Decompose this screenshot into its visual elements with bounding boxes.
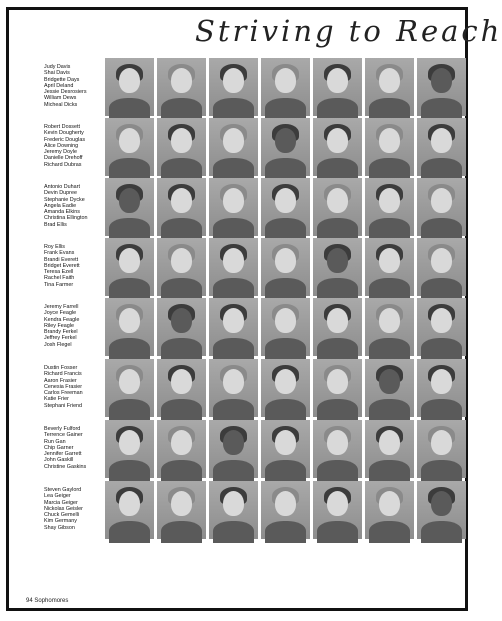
student-portrait bbox=[365, 238, 414, 296]
student-name: Judy Davis bbox=[44, 64, 71, 70]
student-name: April Deland bbox=[44, 82, 74, 89]
student-portrait bbox=[261, 481, 310, 539]
student-portrait bbox=[365, 481, 414, 539]
student-portrait bbox=[261, 238, 310, 296]
student-name: Jeremy Doyle bbox=[44, 149, 77, 156]
portrait-row bbox=[105, 118, 465, 176]
student-name: Richard Francis bbox=[44, 371, 82, 378]
student-portrait bbox=[105, 420, 154, 478]
student-name: Bridget Everett bbox=[44, 262, 80, 269]
student-portrait bbox=[261, 118, 310, 176]
student-portrait bbox=[365, 178, 414, 236]
name-list bbox=[44, 184, 104, 228]
student-name: Richard Dubras bbox=[44, 161, 82, 168]
student-portrait bbox=[209, 420, 258, 478]
student-name: Beverly Fulford bbox=[44, 426, 81, 432]
student-portrait bbox=[365, 420, 414, 478]
student-portrait bbox=[417, 178, 466, 236]
student-name: Brandy Ferkel bbox=[44, 329, 78, 336]
student-portrait bbox=[261, 298, 310, 356]
portrait-row bbox=[105, 481, 465, 539]
student-portrait bbox=[417, 420, 466, 478]
portrait-row bbox=[105, 58, 465, 116]
student-portrait bbox=[157, 298, 206, 356]
student-portrait bbox=[261, 58, 310, 116]
student-portrait bbox=[209, 118, 258, 176]
name-list bbox=[44, 487, 104, 531]
student-portrait bbox=[313, 359, 362, 417]
student-name: Josh Flegel bbox=[44, 341, 72, 348]
student-name: Katie Frier bbox=[44, 396, 69, 403]
student-name: Frank Evans bbox=[44, 250, 75, 257]
student-portrait bbox=[105, 238, 154, 296]
student-name: Danielle Drehoff bbox=[44, 155, 83, 162]
student-name: Alice Downing bbox=[44, 142, 79, 149]
student-name: Robert Dossett bbox=[44, 124, 80, 130]
student-name: Amanda Elkins bbox=[44, 209, 80, 216]
student-portrait bbox=[313, 298, 362, 356]
student-name: Jessie Desrosiers bbox=[44, 89, 87, 96]
student-name: Rachel Faith bbox=[44, 275, 75, 282]
portrait-row bbox=[105, 178, 465, 236]
student-portrait bbox=[313, 481, 362, 539]
student-portrait bbox=[261, 178, 310, 236]
student-portrait bbox=[261, 420, 310, 478]
student-portrait bbox=[105, 481, 154, 539]
student-portrait bbox=[209, 58, 258, 116]
student-name: Jeffrey Ferkel bbox=[44, 335, 77, 342]
student-name: Kim Germany bbox=[44, 518, 77, 525]
student-name: Aaron Frasier bbox=[44, 377, 77, 384]
student-portrait bbox=[157, 118, 206, 176]
student-portrait bbox=[105, 298, 154, 356]
student-name: Shay Gibson bbox=[44, 524, 75, 531]
student-portrait bbox=[365, 58, 414, 116]
student-portrait bbox=[417, 118, 466, 176]
student-name: Kevin Dougherty bbox=[44, 130, 84, 137]
student-portrait bbox=[209, 178, 258, 236]
name-list bbox=[44, 64, 104, 108]
student-name: Joyce Feagle bbox=[44, 310, 77, 317]
student-portrait bbox=[365, 118, 414, 176]
student-portrait bbox=[261, 359, 310, 417]
student-portrait bbox=[209, 359, 258, 417]
student-name: Nickolas Geisler bbox=[44, 505, 83, 512]
student-portrait bbox=[313, 178, 362, 236]
student-name: Devin Dupree bbox=[44, 190, 77, 197]
portrait-row bbox=[105, 359, 465, 417]
student-name: Angela Eadie bbox=[44, 202, 77, 209]
student-portrait bbox=[157, 420, 206, 478]
student-name: Brandi Everett bbox=[44, 256, 79, 263]
student-portrait bbox=[157, 481, 206, 539]
student-portrait bbox=[313, 420, 362, 478]
student-name: Terrence Gainer bbox=[44, 432, 83, 439]
portrait-row bbox=[105, 238, 465, 296]
student-name: Jennifer Garrett bbox=[44, 451, 82, 458]
student-portrait bbox=[365, 359, 414, 417]
page-footer: 94 Sophomores bbox=[26, 598, 69, 604]
student-portrait bbox=[209, 298, 258, 356]
student-portrait bbox=[313, 238, 362, 296]
student-portrait bbox=[417, 481, 466, 539]
student-name: Tina Farmer bbox=[44, 281, 74, 288]
student-portrait bbox=[157, 359, 206, 417]
student-name: Micheal Dicks bbox=[44, 101, 78, 108]
student-portrait bbox=[105, 58, 154, 116]
student-name: Lea Geiger bbox=[44, 493, 71, 500]
name-list bbox=[44, 124, 104, 168]
name-list bbox=[44, 365, 104, 409]
student-name: Cenesia Frasier bbox=[44, 383, 83, 390]
student-portrait bbox=[157, 58, 206, 116]
student-name: Run Gan bbox=[44, 438, 66, 445]
student-name: Stephani Friend bbox=[44, 402, 83, 409]
student-name: Frederic Douglas bbox=[44, 136, 86, 143]
student-portrait bbox=[209, 238, 258, 296]
student-name: Chuck Gemelli bbox=[44, 512, 80, 519]
student-portrait bbox=[157, 178, 206, 236]
student-portrait bbox=[105, 178, 154, 236]
student-name: Jeremy Farrell bbox=[44, 304, 79, 310]
student-portrait bbox=[417, 238, 466, 296]
student-name: Christine Gaskins bbox=[44, 463, 87, 470]
page-title: Striving to Reach bbox=[195, 14, 502, 48]
student-name: Brad Ellis bbox=[44, 221, 67, 228]
student-portrait bbox=[313, 58, 362, 116]
name-list bbox=[44, 426, 104, 470]
student-portrait bbox=[417, 359, 466, 417]
student-name: Marcia Geiger bbox=[44, 499, 78, 506]
student-name: Stephanie Dycke bbox=[44, 196, 85, 203]
portrait-row bbox=[105, 298, 465, 356]
student-name: Chip Garner bbox=[44, 444, 74, 451]
student-name: Riley Feagle bbox=[44, 322, 74, 329]
student-portrait bbox=[105, 118, 154, 176]
student-portrait bbox=[157, 238, 206, 296]
student-name: John Gaskill bbox=[44, 457, 74, 464]
student-name: William Dews bbox=[44, 95, 77, 102]
student-portrait bbox=[313, 118, 362, 176]
student-portrait bbox=[417, 58, 466, 116]
student-portrait bbox=[105, 359, 154, 417]
student-name: Kendra Feagle bbox=[44, 316, 80, 323]
student-name: Bridgette Days bbox=[44, 76, 80, 83]
student-portrait bbox=[417, 298, 466, 356]
name-list bbox=[44, 304, 104, 348]
portrait-row bbox=[105, 420, 465, 478]
student-name: Christina Ellington bbox=[44, 215, 88, 222]
student-portrait bbox=[365, 298, 414, 356]
student-name: Roy Ellis bbox=[44, 244, 65, 250]
student-name: Steven Gaylord bbox=[44, 487, 82, 493]
student-name: Teresa Ezell bbox=[44, 269, 74, 276]
student-name: Carlos Freeman bbox=[44, 390, 83, 397]
student-name: Antonio Duhart bbox=[44, 184, 80, 190]
student-name: Shai Davis bbox=[44, 70, 70, 77]
name-list bbox=[44, 244, 104, 288]
student-name: Dustin Fosser bbox=[44, 365, 78, 371]
student-portrait bbox=[209, 481, 258, 539]
